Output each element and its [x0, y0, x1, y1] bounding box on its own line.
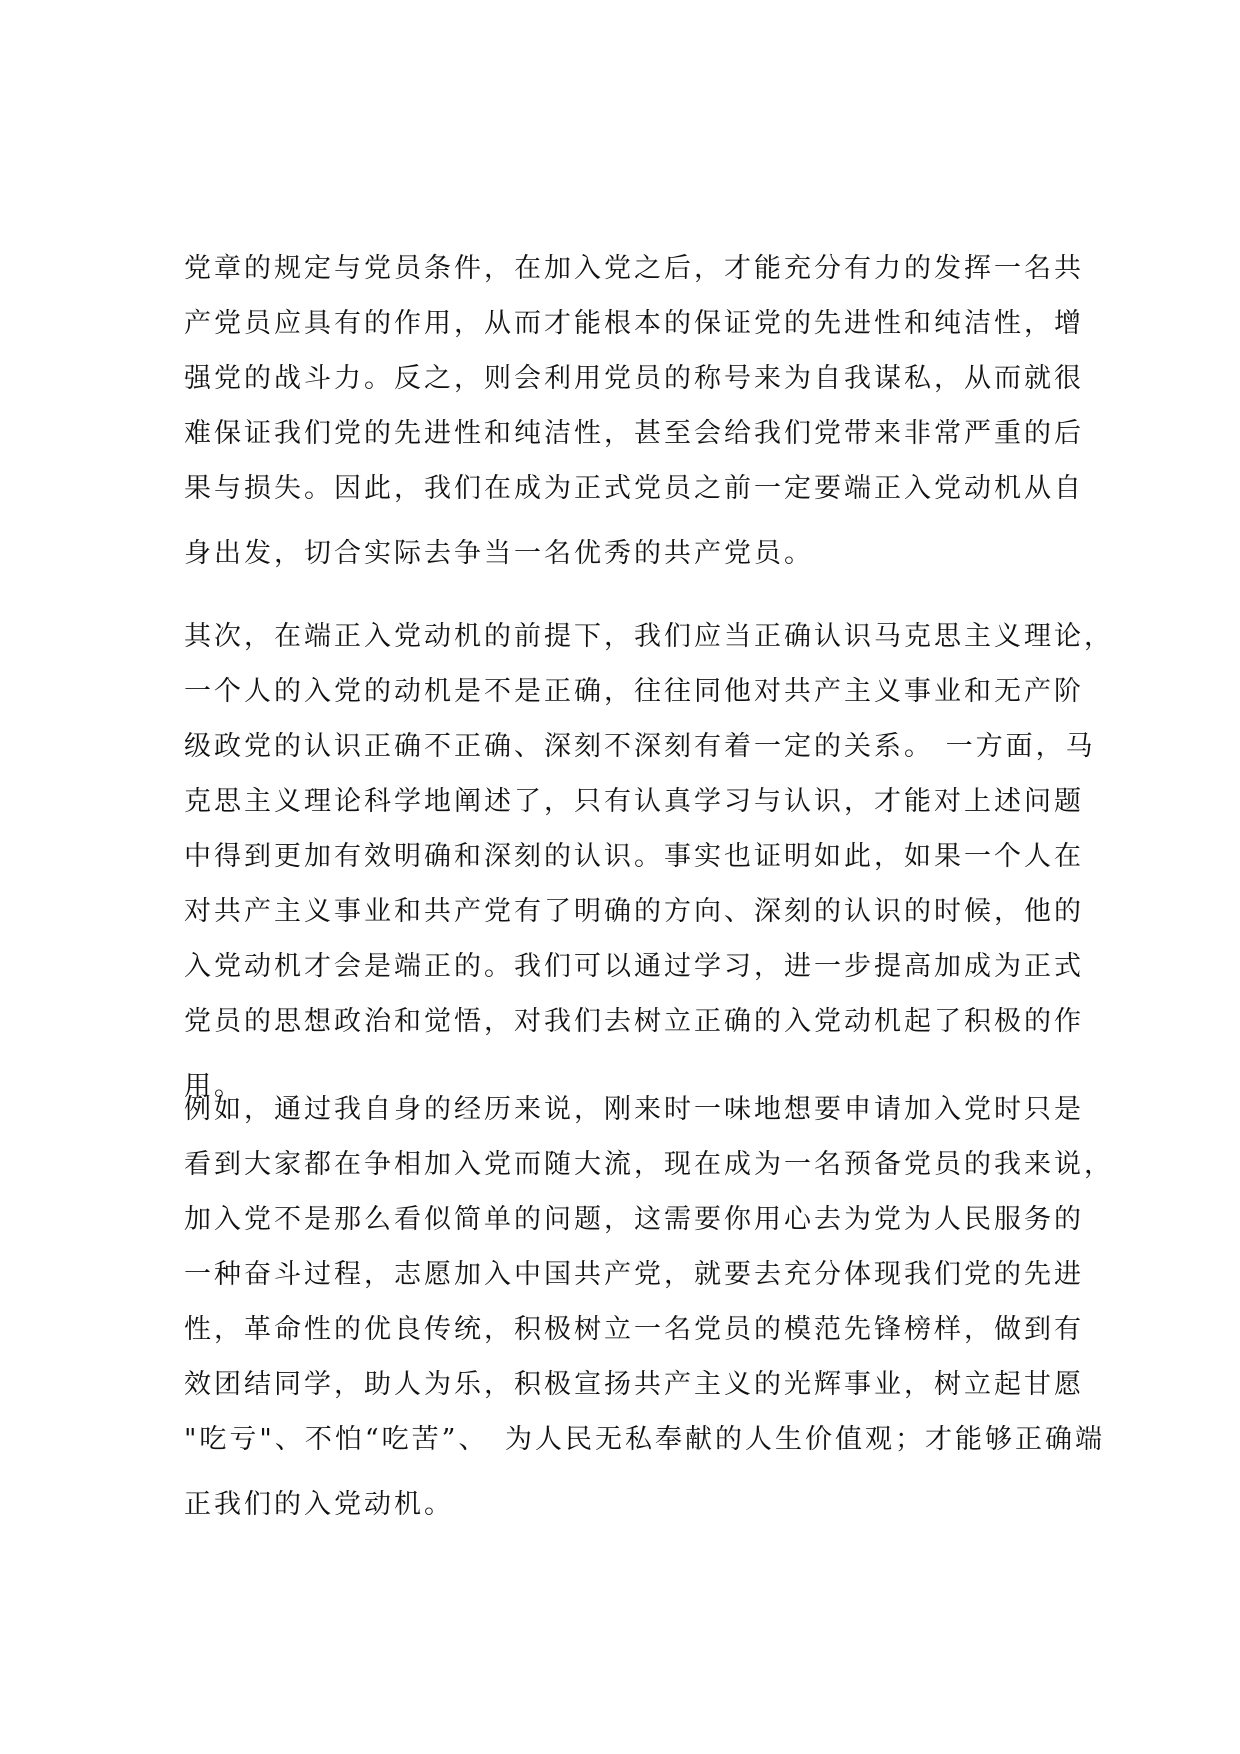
paragraph-line: 正我们的入党动机。 — [184, 1489, 454, 1520]
paragraph-line: 强党的战斗力。反之，则会利用党员的称号来为自我谋私，从而就很 — [184, 363, 1084, 394]
paragraph-1 — [184, 241, 1084, 581]
paragraph-3 — [184, 1082, 1114, 1532]
paragraph-line: 级政党的认识正确不正确、深刻不深刻有着一定的关系。 一方面，马 — [184, 731, 1096, 762]
paragraph-line: 产党员应具有的作用，从而才能根本的保证党的先进性和纯洁性，增 — [184, 308, 1084, 339]
paragraph-line: 效团结同学，助人为乐，积极宣扬共产主义的光辉事业，树立起甘愿 — [184, 1369, 1084, 1400]
paragraph-line: 身出发，切合实际去争当一名优秀的共产党员。 — [184, 538, 814, 569]
paragraph-line: 例如，通过我自身的经历来说，刚来时一味地想要申请加入党时只是 — [184, 1094, 1084, 1125]
paragraph-2 — [184, 609, 1114, 1114]
paragraph-line: 果与损失。因此，我们在成为正式党员之前一定要端正入党动机从自 — [184, 473, 1084, 504]
paragraph-line: 克思主义理论科学地阐述了，只有认真学习与认识，才能对上述问题 — [184, 786, 1084, 817]
paragraph-line: 难保证我们党的先进性和纯洁性，甚至会给我们党带来非常严重的后 — [184, 418, 1084, 449]
paragraph-line: 党章的规定与党员条件，在加入党之后，才能充分有力的发挥一名共 — [184, 253, 1084, 284]
paragraph-line: 一种奋斗过程，志愿加入中国共产党，就要去充分体现我们党的先进 — [184, 1259, 1084, 1290]
paragraph-line: 一个人的入党的动机是不是正确，往往同他对共产主义事业和无产阶 — [184, 676, 1084, 707]
paragraph-line: 看到大家都在争相加入党而随大流，现在成为一名预备党员的我来说， — [184, 1149, 1114, 1180]
paragraph-line: "吃亏"、不怕“吃苦”、 为人民无私奉献的人生价值观；才能够正确端 — [184, 1424, 1105, 1455]
paragraph-line: 性，革命性的优良传统，积极树立一名党员的模范先锋榜样，做到有 — [184, 1314, 1084, 1345]
paragraph-line: 用。 — [184, 1071, 244, 1102]
paragraph-line: 加入党不是那么看似简单的问题，这需要你用心去为党为人民服务的 — [184, 1204, 1084, 1235]
paragraph-line: 中得到更加有效明确和深刻的认识。事实也证明如此，如果一个人在 — [184, 841, 1084, 872]
paragraph-line: 其次，在端正入党动机的前提下，我们应当正确认识马克思主义理论， — [184, 621, 1114, 652]
paragraph-line: 入党动机才会是端正的。我们可以通过学习，进一步提高加成为正式 — [184, 951, 1084, 982]
paragraph-line: 对共产主义事业和共产党有了明确的方向、深刻的认识的时候，他的 — [184, 896, 1084, 927]
paragraph-line: 党员的思想政治和觉悟，对我们去树立正确的入党动机起了积极的作 — [184, 1006, 1084, 1037]
